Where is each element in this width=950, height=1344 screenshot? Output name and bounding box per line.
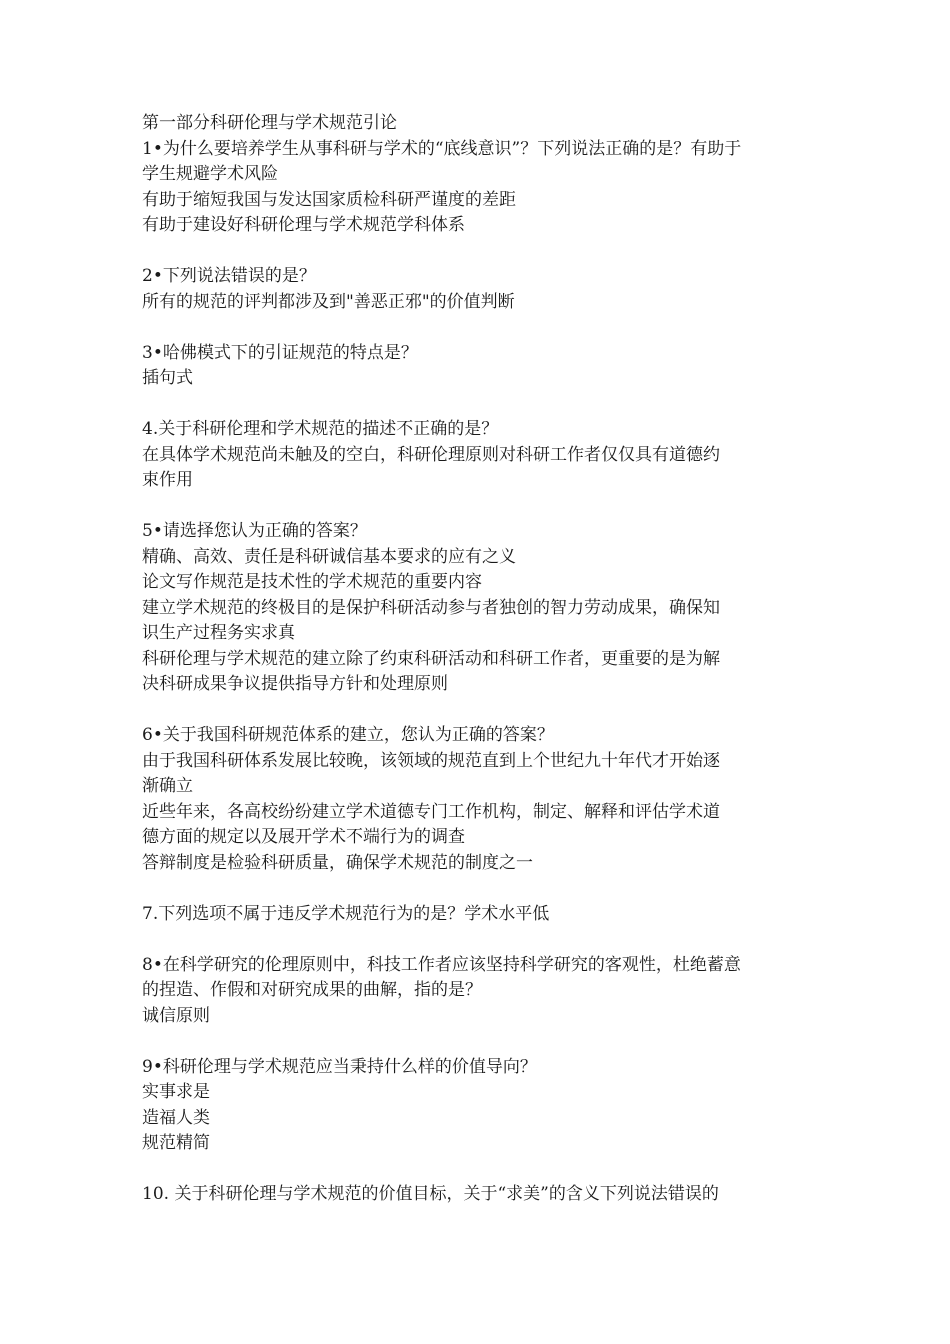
text-line: 第一部分科研伦理与学术规范引论 bbox=[142, 113, 397, 133]
text-line: 束作用 bbox=[142, 470, 193, 490]
text-line: 德方面的规定以及展开学术不端行为的调查 bbox=[142, 827, 465, 847]
text-line: 渐确立 bbox=[142, 776, 193, 796]
blank-line bbox=[142, 1029, 822, 1055]
text-line: 实事求是 bbox=[142, 1082, 210, 1102]
text-line: 7.下列选项不属于违反学术规范行为的是？学术水平低 bbox=[142, 903, 550, 924]
blank-line bbox=[142, 239, 822, 265]
blank-line bbox=[142, 698, 822, 724]
text-line: 5•请选择您认为正确的答案？ bbox=[142, 521, 367, 541]
text-line: 有助于建设好科研伦理与学术规范学科体系 bbox=[142, 215, 465, 235]
text-line: 8•在科学研究的伦理原则中，科技工作者应该坚持科学研究的客观性，杜绝蓄意 bbox=[142, 954, 741, 975]
text-line: 论文写作规范是技术性的学术规范的重要内容 bbox=[142, 572, 482, 592]
text-line: 识生产过程务实求真 bbox=[142, 623, 295, 643]
text-line: 1•为什么要培养学生从事科研与学术的“底线意识”？下列说法正确的是？有助于 bbox=[142, 138, 742, 159]
blank-line bbox=[142, 876, 822, 902]
text-line: 4.关于科研伦理和学术规范的描述不正确的是？ bbox=[142, 419, 499, 439]
text-line: 规范精简 bbox=[142, 1133, 210, 1153]
text-line: 决科研成果争议提供指导方针和处理原则 bbox=[142, 674, 448, 694]
text-line: 学生规避学术风险 bbox=[142, 164, 278, 184]
text-line: 10. 关于科研伦理与学术规范的价值目标，关于“求美”的含义下列说法错误的 bbox=[142, 1184, 719, 1204]
text-line: 造福人类 bbox=[142, 1107, 210, 1128]
text-line: 6•关于我国科研规范体系的建立，您认为正确的答案？ bbox=[142, 725, 554, 745]
text-line: 有助于缩短我国与发达国家质检科研严谨度的差距 bbox=[142, 189, 516, 210]
document-body bbox=[142, 111, 822, 1208]
text-line: 2•下列说法错误的是？ bbox=[142, 266, 316, 286]
blank-line bbox=[142, 315, 822, 341]
text-line: 所有的规范的评判都涉及到"善恶正邪"的价值判断 bbox=[142, 291, 515, 312]
text-line: 科研伦理与学术规范的建立除了约束科研活动和科研工作者，更重要的是为解 bbox=[142, 648, 720, 669]
blank-line bbox=[142, 392, 822, 418]
text-line: 由于我国科研体系发展比较晚，该领域的规范直到上个世纪九十年代才开始逐 bbox=[142, 750, 720, 771]
text-line: 的捏造、作假和对研究成果的曲解，指的是？ bbox=[142, 980, 482, 1000]
text-line: 3•哈佛模式下的引证规范的特点是？ bbox=[142, 342, 418, 363]
text-line: 诚信原则 bbox=[142, 1005, 210, 1026]
text-line: 9•科研伦理与学术规范应当秉持什么样的价值导向？ bbox=[142, 1056, 537, 1077]
text-line: 插句式 bbox=[142, 368, 193, 388]
text-line: 建立学术规范的终极目的是保护科研活动参与者独创的智力劳动成果，确保知 bbox=[142, 597, 720, 618]
blank-line bbox=[142, 1157, 822, 1183]
text-line: 在具体学术规范尚未触及的空白，科研伦理原则对科研工作者仅仅具有道德约 bbox=[142, 444, 720, 465]
blank-line bbox=[142, 494, 822, 520]
text-line: 精确、高效、责任是科研诚信基本要求的应有之义 bbox=[142, 546, 516, 567]
text-line: 近些年来，各高校纷纷建立学术道德专门工作机构，制定、解释和评估学术道 bbox=[142, 801, 720, 822]
text-line: 答辩制度是检验科研质量，确保学术规范的制度之一 bbox=[142, 852, 533, 873]
blank-line bbox=[142, 927, 822, 953]
